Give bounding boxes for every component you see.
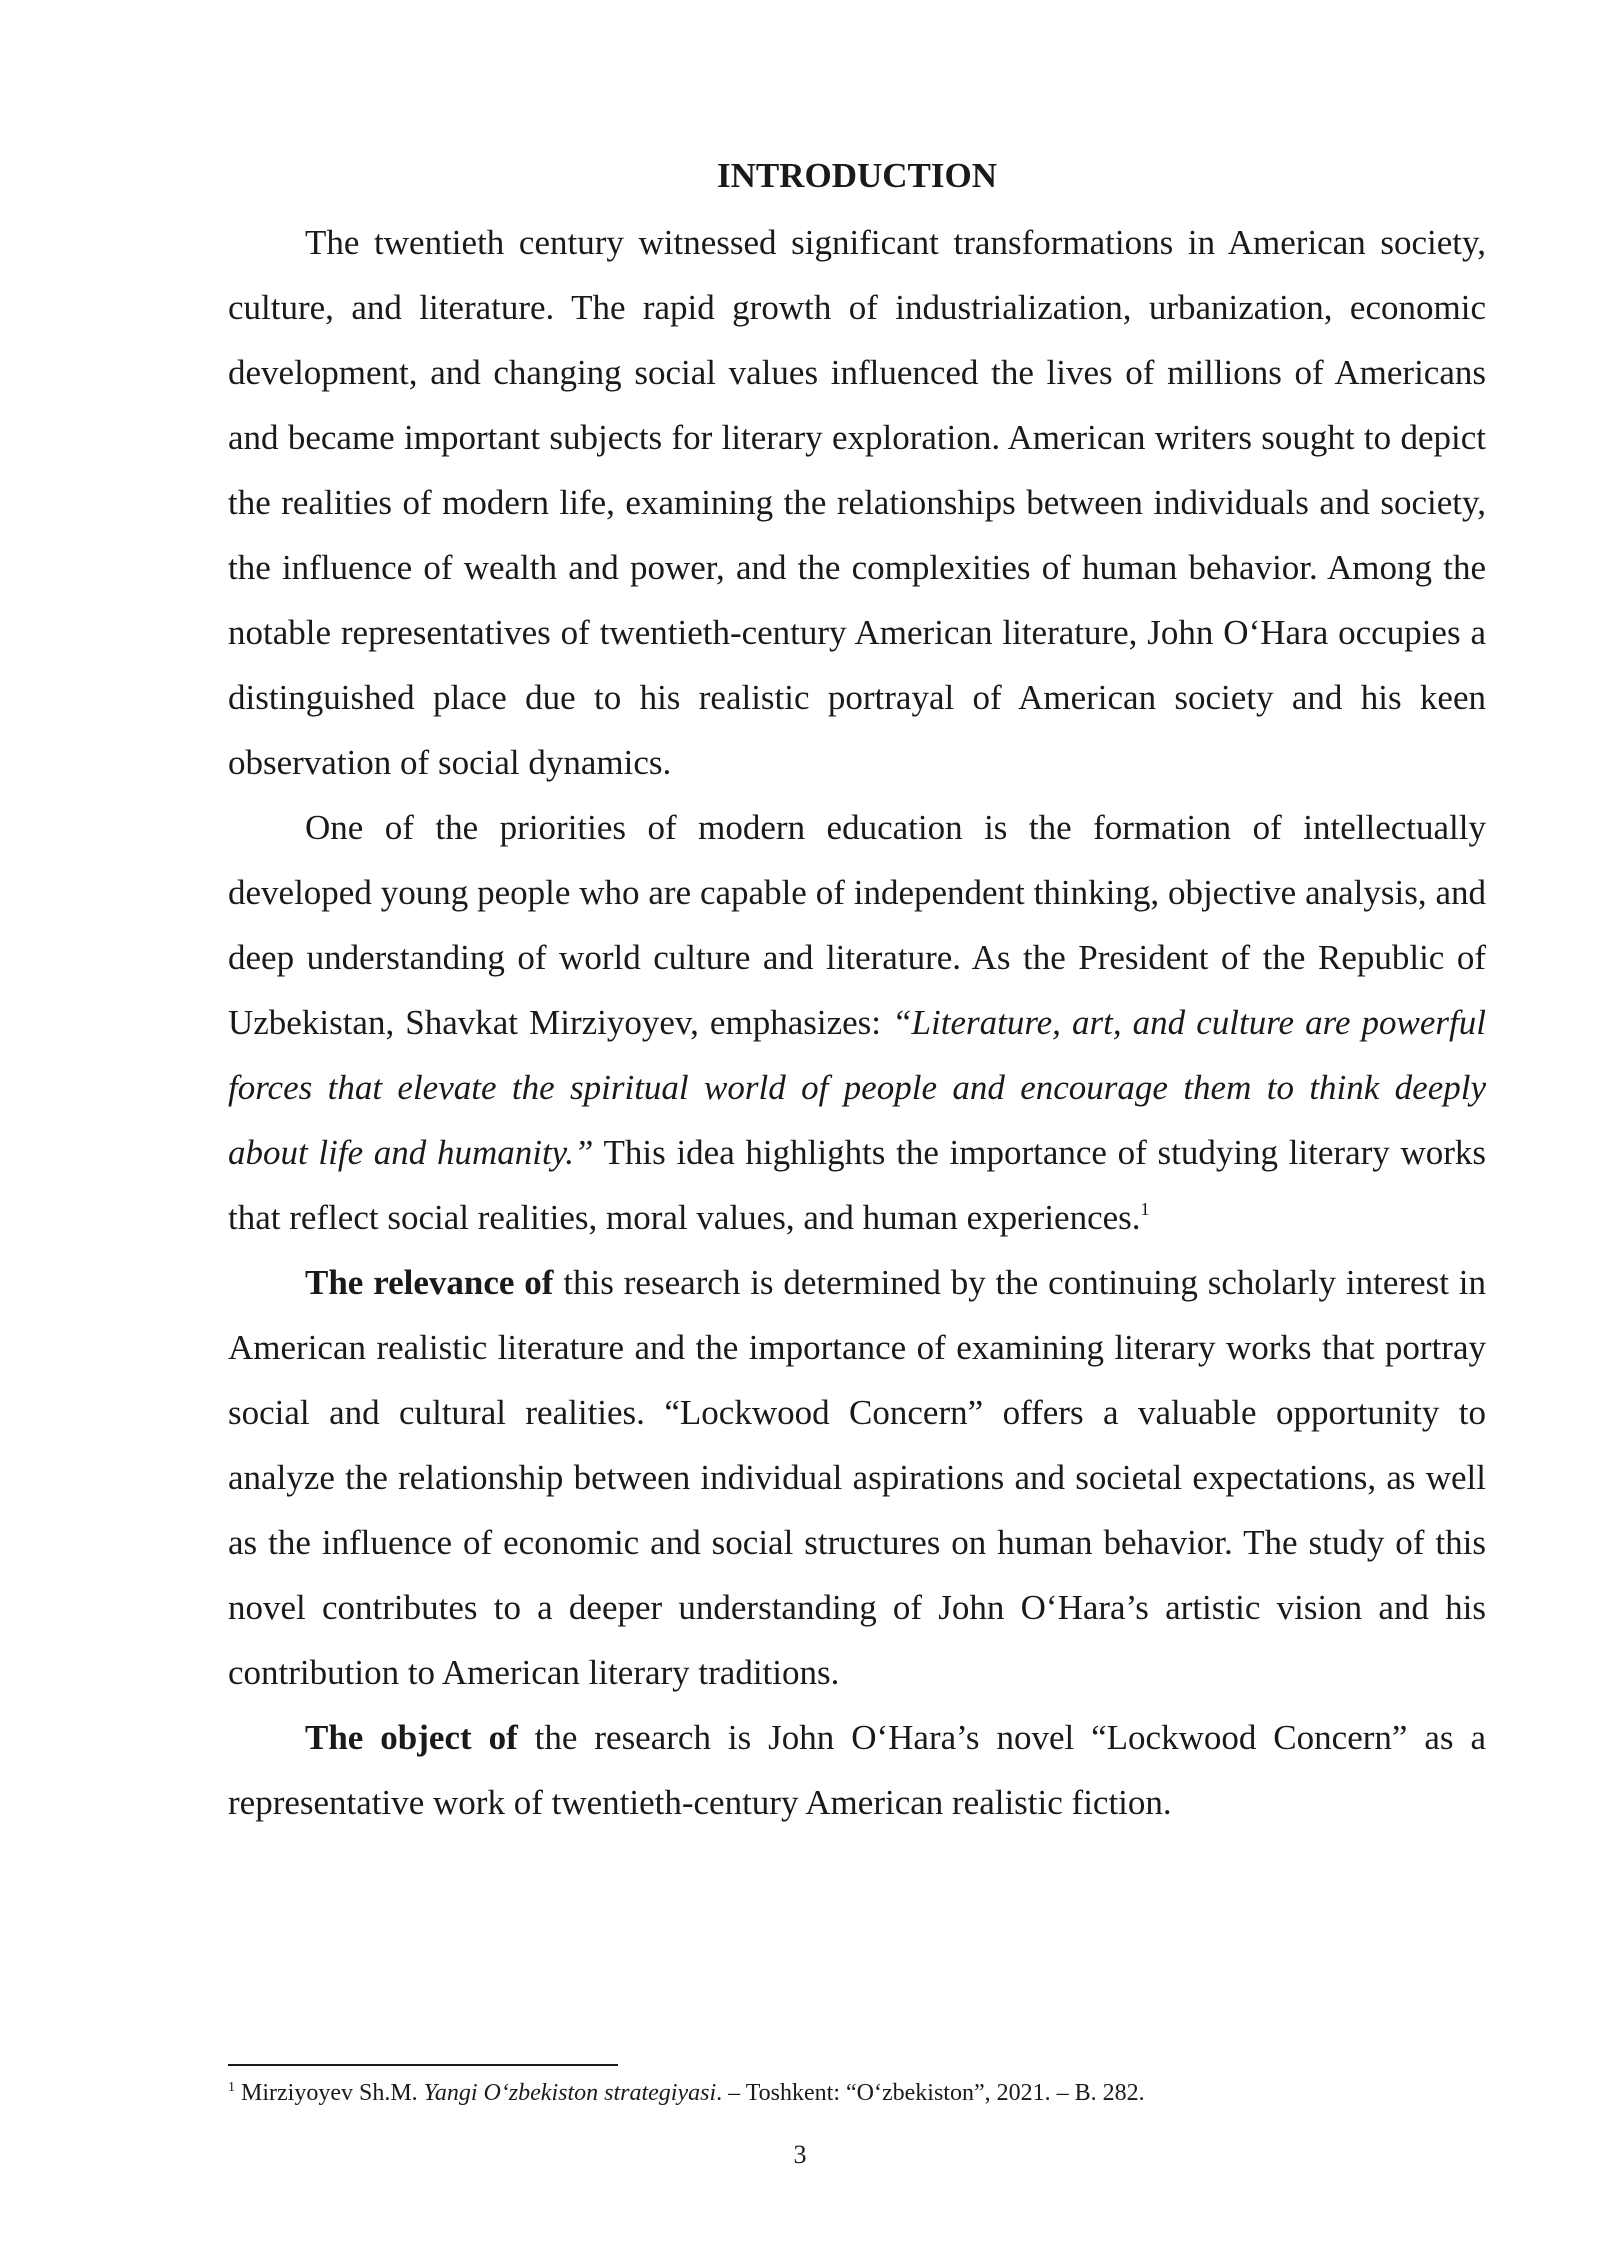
body-text xyxy=(228,210,1486,1835)
footnote-title: Yangi O‘zbekiston strategiyasi xyxy=(423,2080,717,2106)
relevance-lead: The relevance of xyxy=(305,1263,554,1302)
paragraph-relevance xyxy=(228,1250,1486,1705)
paragraph-2-outro: This idea highlights the importance of studying literary works that reflect social realities, moral values, and human experiences. xyxy=(228,1133,1486,1237)
object-text: the research is John O‘Hara’s novel “Lockwood Concern” as a representative work of twentieth-century American realistic fiction. xyxy=(228,1718,1486,1822)
page-heading: INTRODUCTION xyxy=(716,156,998,195)
footnote-publication: . – Toshkent: “O‘zbekiston”, 2021. – B. 282. xyxy=(716,2080,1145,2106)
paragraph-2-intro: One of the priorities of modern education is the formation of intellectually developed young people who are capable of independent thinking, objective analysis, and deep understanding of world culture and literature. As the President of the Republic of Uzbekistan, Shavkat Mirziyoyev, emphasizes: xyxy=(228,808,1486,1042)
paragraph-1: The twentieth century witnessed significant transformations in American society, culture, and literature. The rapid growth of industrialization, urbanization, economic development, and changing social values influenced the lives of millions of Americans and became important subjects for literary exploration. American writers sought to depict the realities of modern life, examining the relationships between individuals and society, the influence of wealth and power, and the complexities of human behavior. Among the notable representatives of twentieth-century American literature, John O‘Hara occupies a distinguished place due to his realistic portrayal of American society and his keen observation of social dynamics. xyxy=(228,223,1486,782)
relevance-text: this research is determined by the continuing scholarly interest in American realistic literature and the importance of examining literary works that portray social and cultural realities. “Lockwood Concern” offers a valuable opportunity to analyze the relationship between individual aspirations and societal expectations, as well as the influence of economic and social structures on human behavior. The study of this novel contributes to a deeper understanding of John O‘Hara’s artistic vision and his contribution to American literary traditions. xyxy=(228,1263,1487,1692)
footnote-reference[interactable]: 1 xyxy=(1140,1199,1150,1219)
object-lead: The object of xyxy=(305,1718,518,1757)
paragraph-object xyxy=(228,1705,1486,1835)
footnote-separator xyxy=(228,2064,618,2066)
paragraph-2 xyxy=(228,795,1486,1250)
page-number: 3 xyxy=(793,2140,807,2169)
footnote-author: Mirziyoyev Sh.M. xyxy=(241,2080,424,2106)
president-quote: “Literature, art, and culture are powerful forces that elevate the spiritual world of people and encourage them to think deeply about life and humanity.” xyxy=(228,1003,1487,1172)
footnote-mark: 1 xyxy=(228,2080,235,2095)
footnote xyxy=(228,2076,1486,2110)
